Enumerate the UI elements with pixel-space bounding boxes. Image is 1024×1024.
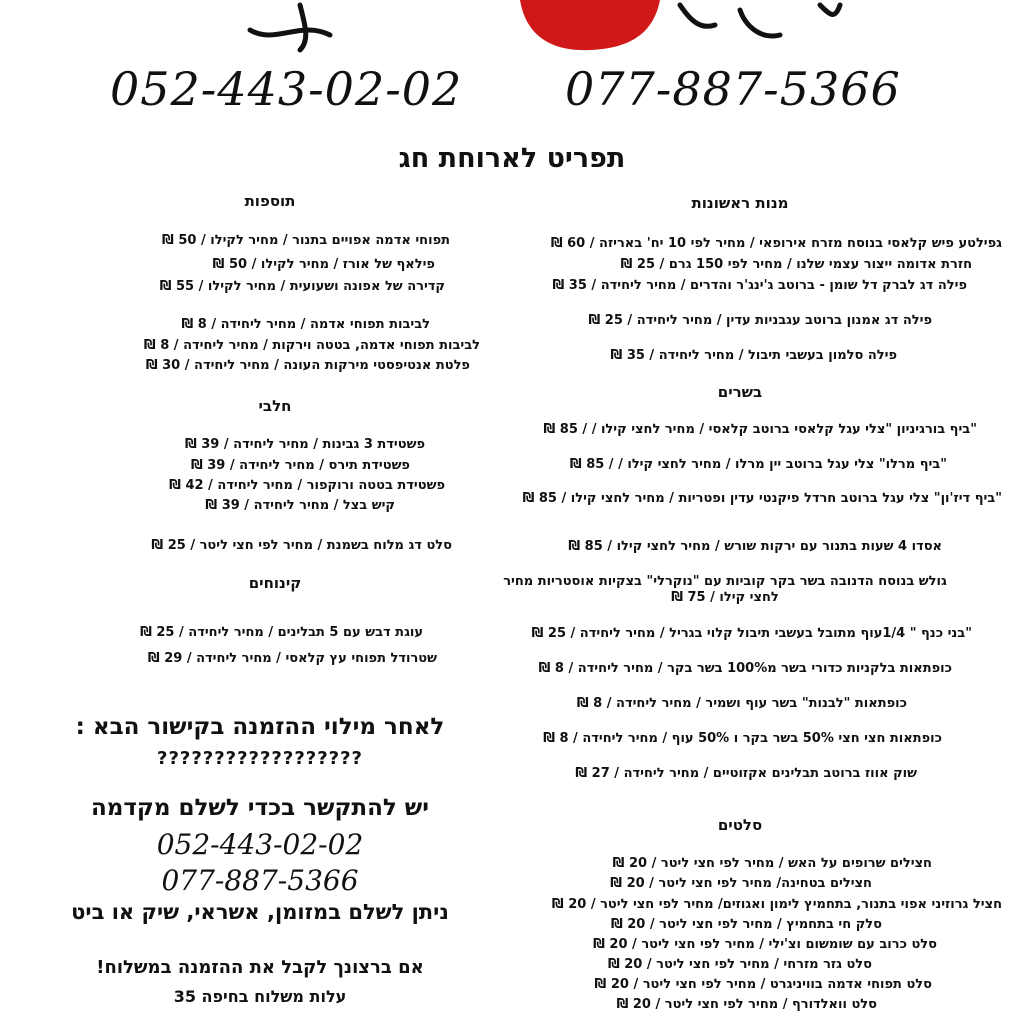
right-column — [490, 0, 1002, 1024]
salad-item: חציל גרוזיני אפוי בתנור, בתחמיץ לימון ואגוזים/ מחיר לפי חצי ליטר / 20 ₪ — [551, 897, 1002, 912]
dairy-item: סלט דג מלוח בשמנת / מחיר לפי חצי ליטר / 25 ₪ — [151, 538, 452, 553]
starter-item: חזרת אדומה ייצור עצמי שלנו / מחיר לפי 150 גרם / 25 ₪ — [620, 257, 972, 272]
desserts-heading: קינוחים — [248, 574, 302, 592]
meat-item: כופתאות חצי חצי 50% בשר בקר ו 50% עוף / מחיר ליחידה / 8 ₪ — [543, 731, 942, 746]
dessert-item: עוגת דבש עם 5 תבלינים / מחיר ליחידה / 25 ₪ — [140, 625, 423, 640]
salads-heading: סלטים — [717, 816, 763, 834]
salad-item: חצילים בטחינה/ מחיר לפי חצי ליטר / 20 ₪ — [610, 876, 872, 891]
meat-item: "ביף מרלו" צלי עגל ברוטב יין מרלו / מחיר לחצי קילו / / 85 ₪ — [569, 457, 947, 472]
starter-item: פילה סלמון בעשבי תיבול / מחיר ליחידה / 35 ₪ — [610, 348, 897, 363]
meat-item: כופתאות בלקניות כדורי בשר מ100% בשר בקר / מחיר ליחידה / 8 ₪ — [538, 661, 952, 676]
order-instruction: לאחר מילוי ההזמנה בקישור הבא : — [75, 714, 445, 740]
salad-item: סלק חי בתחמיץ / מחיר לפי חצי ליטר / 20 ₪ — [610, 917, 882, 932]
footer-phone-1[interactable]: 052-443-02-02 — [156, 828, 364, 861]
dairy-heading: חלבי — [258, 397, 292, 415]
side-item: לביבות תפוחי אדמה, בטטה וירקות / מחיר ליחידה / 8 ₪ — [143, 338, 480, 353]
side-item: קדירה של אפונה ושעועית / מחיר לקילו / 55 ₪ — [159, 279, 445, 294]
starter-item: פילה דג לברק דל שומן - ברוטב ג'ינג'ר והדרים / מחיר ליחידה / 35 ₪ — [552, 278, 967, 293]
dessert-item: שטרודל תפוחי עץ קלאסי / מחיר ליחידה / 29 ₪ — [147, 651, 437, 666]
starter-item: פילה דג אמנון ברוטב עגבניות עדין / מחיר ליחידה / 25 ₪ — [588, 313, 932, 328]
meat-item: גולש בנוסח הדנובה בשר בקר קוביות עם "נוקרלי" בצקיות אוסטריות מחיר לחצי קילו / 75 ₪ — [503, 574, 947, 605]
side-item: פילאף של אורז / מחיר לקילו / 50 ₪ — [212, 257, 435, 272]
sides-heading: תוספות — [244, 192, 296, 210]
salad-item: סלט גזר מזרחי / מחיר לפי חצי ליטר / 20 ₪ — [607, 957, 872, 972]
meat-item: שוק אווז ברוטב תבלינים אקזוטיים / מחיר ליחידה / 27 ₪ — [575, 766, 917, 781]
order-link[interactable]: ?????????????????? — [157, 748, 363, 769]
meat-item: "ביף בורגיניון "צלי עגל קלאסי ברוטב קלאסי / מחיר לחצי קילו / / 85 ₪ — [543, 422, 977, 437]
salad-item: סלט תפוחי אדמה בוויניגרט / מחיר לפי חצי ליטר / 20 ₪ — [594, 977, 932, 992]
dairy-item: פשטידת בטטה ורוקפור / מחיר ליחידה / 42 ₪ — [169, 478, 445, 493]
meat-item: אסדו 4 שעות בתנור עם ירקות שורש / מחיר לחצי קילו / 85 ₪ — [568, 539, 942, 554]
page-title: תפריט לארוחת חג — [398, 143, 626, 174]
dairy-item: פשטידת 3 גבינות / מחיר ליחידה / 39 ₪ — [184, 437, 425, 452]
side-item: תפוחי אדמה אפויים בתנור / מחיר לקילו / 50 ₪ — [162, 233, 450, 248]
meat-item: "ביף דיז'ון" צלי עגל ברוטב חרדל פיקנטי עדין ופטריות / מחיר לחצי קילו / 85 ₪ — [522, 491, 1002, 506]
starters-heading: מנות ראשונות — [691, 194, 789, 212]
delivery-note: אם ברצונך לקבל את ההזמנה במשלוח! — [96, 957, 424, 978]
salad-item: סלט וואלדורף / מחיר לפי חצי ליטר / 20 ₪ — [616, 997, 877, 1012]
phone-left[interactable]: 052-443-02-02 — [110, 62, 463, 116]
salad-item: חצילים שרופים על האש / מחיר לפי חצי ליטר / 20 ₪ — [612, 856, 932, 871]
side-item: פלטת אנטיפסטי מירקות העונה / מחיר ליחידה / 30 ₪ — [145, 358, 470, 373]
prepay-note: יש להתקשר בכדי לשלם מקדמה — [90, 795, 430, 821]
meat-item: "בני כנף " 1/4עוף מתובל בעשבי תיבול קלוי בגריל / מחיר ליחידה / 25 ₪ — [531, 626, 972, 641]
salad-item: סלט כרוב עם שומשום וצ'ילי / מחיר לפי חצי ליטר / 20 ₪ — [593, 937, 937, 952]
meats-heading: בשרים — [717, 383, 763, 401]
meat-item: כופתאות "לבנות" בשר עוף ושמיר / מחיר ליחידה / 8 ₪ — [576, 696, 907, 711]
payment-note: ניתן לשלם במזומן, אשראי, שיק או ביט — [71, 900, 449, 924]
starter-item: גפילטע פיש קלאסי בנוסח מזרח אירופאי / מחיר לפי 10 יח' באריזה / 60 ₪ — [550, 236, 1002, 251]
phone-right[interactable]: 077-887-5366 — [565, 62, 901, 116]
dairy-item: קיש בצל / מחיר ליחידה / 39 ₪ — [205, 498, 395, 513]
delivery-cost: עלות משלוח בחיפה 35 — [173, 987, 347, 1006]
footer-phone-2[interactable]: 077-887-5366 — [161, 864, 359, 897]
dairy-item: פשטידת תירס / מחיר ליחידה / 39 ₪ — [190, 458, 410, 473]
side-item: לביבות תפוחי אדמה / מחיר ליחידה / 8 ₪ — [181, 317, 430, 332]
